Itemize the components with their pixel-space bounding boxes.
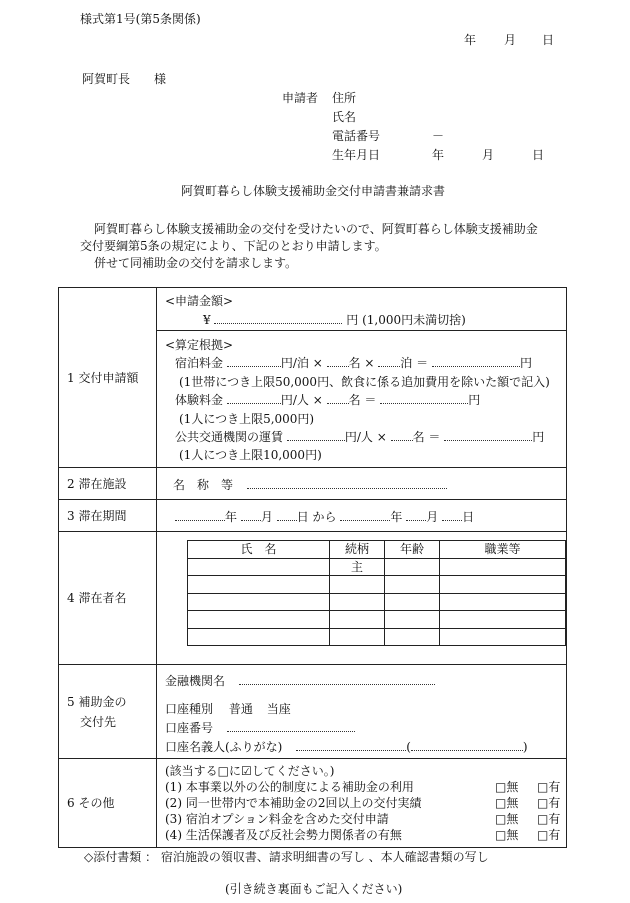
person-name-cell[interactable] xyxy=(188,628,330,646)
person-occupation-cell[interactable] xyxy=(440,558,566,576)
dob-year: 年 xyxy=(432,148,445,162)
experience-rate-input[interactable] xyxy=(227,391,281,404)
section-5-content xyxy=(157,665,567,759)
start-day-input[interactable] xyxy=(277,508,297,521)
account-holder-label: 口座名義人(ふりがな) xyxy=(165,740,283,754)
experience-per-person-unit: 円/人 × xyxy=(280,393,323,407)
section-4-label: 4 滞在者名 xyxy=(59,532,157,665)
item-3-yes-checkbox[interactable]: □有 xyxy=(537,812,561,826)
account-type-label: 口座種別 xyxy=(165,702,214,716)
transport-persons-input[interactable] xyxy=(391,428,413,441)
paren-open: ( xyxy=(406,740,411,754)
item-1-yes-checkbox[interactable]: □有 xyxy=(537,780,561,794)
yen-mark: ¥ xyxy=(203,313,211,327)
item-2-yes-checkbox[interactable]: □有 xyxy=(537,796,561,810)
account-number-label: 口座番号 xyxy=(165,721,214,735)
experience-persons-input[interactable] xyxy=(327,391,349,404)
account-number-line xyxy=(165,719,355,736)
account-holder-input[interactable] xyxy=(296,738,406,751)
section-2-label: 2 滞在施設 xyxy=(59,468,157,500)
transport-rate-input[interactable] xyxy=(287,428,345,441)
amount-suffix: 円 (1,000円未満切捨) xyxy=(346,313,466,327)
lodging-label: 宿泊料金 xyxy=(175,356,224,370)
item-4-no-checkbox[interactable]: □無 xyxy=(495,828,519,842)
lodging-persons-input[interactable] xyxy=(327,354,349,367)
header-occupation: 職業等 xyxy=(440,541,566,559)
person-age-cell[interactable] xyxy=(385,576,440,594)
intro-line-1: 阿賀町暮らし体験支援補助金の交付を受けたいので、阿賀町暮らし体験支援補助金 xyxy=(94,222,538,236)
experience-label: 体験料金 xyxy=(175,393,224,407)
section-4-row xyxy=(59,532,567,665)
persons-table xyxy=(187,540,566,646)
start-month-input[interactable] xyxy=(241,508,261,521)
addressee: 阿賀町長 様 xyxy=(82,72,167,86)
start-day-unit: 日 xyxy=(296,510,309,524)
attachments-note: ◇添付書類 ： 宿泊施設の領収書、請求明細書の写し 、本人確認書類の写し xyxy=(84,850,489,864)
start-year-input[interactable] xyxy=(175,508,225,521)
intro-line-3: 併せて同補助金の交付を請求します。 xyxy=(94,256,298,270)
application-form-table xyxy=(58,287,567,848)
other-item-2: (2) 同一世帯内で本補助金の2回以上の交付実績 xyxy=(165,796,422,810)
facility-label: 名 称 等 xyxy=(173,478,234,492)
dob-day: 日 xyxy=(532,148,545,162)
section-6-row xyxy=(59,759,567,848)
bank-label: 金融機関名 xyxy=(165,674,226,688)
person-relation-cell[interactable] xyxy=(330,593,385,611)
person-relation-cell[interactable] xyxy=(330,576,385,594)
header-name: 氏 名 xyxy=(188,541,330,559)
transport-label: 公共交通機関の運賃 xyxy=(175,430,284,444)
section-3-row xyxy=(59,500,567,532)
date-year-label: 年 xyxy=(464,33,477,47)
account-holder-line xyxy=(165,738,528,755)
footer-note: (引き続き裏面もご記入ください) xyxy=(225,882,403,896)
account-holder-kana-input[interactable] xyxy=(411,738,523,751)
amount-heading: <申請金額> xyxy=(165,294,234,308)
applicant-label: 申請者 xyxy=(282,91,319,105)
table-row xyxy=(188,576,566,594)
person-occupation-cell[interactable] xyxy=(440,611,566,629)
basis-heading: <算定根拠> xyxy=(165,338,234,352)
section-5-label-line-2: 交付先 xyxy=(80,714,117,729)
end-month-unit: 月 xyxy=(426,510,439,524)
item-4-yes-checkbox[interactable]: □有 xyxy=(537,828,561,842)
paren-close: ) xyxy=(522,740,528,754)
address-label: 住所 xyxy=(332,91,357,105)
end-month-input[interactable] xyxy=(406,508,426,521)
section-3-content xyxy=(157,500,567,532)
bank-line xyxy=(165,672,435,689)
lodging-total-input[interactable] xyxy=(432,354,520,367)
person-age-cell[interactable] xyxy=(385,611,440,629)
persons-header-row xyxy=(188,541,566,559)
person-age-cell[interactable] xyxy=(385,558,440,576)
transport-total-input[interactable] xyxy=(444,428,532,441)
per-night-unit: 円/泊 × xyxy=(280,356,323,370)
transport-line xyxy=(175,428,544,445)
table-row xyxy=(188,593,566,611)
start-year-unit: 年 xyxy=(225,510,238,524)
item-1-no-checkbox[interactable]: □無 xyxy=(495,780,519,794)
lodging-yen: 円 xyxy=(519,356,532,370)
person-occupation-cell[interactable] xyxy=(440,576,566,594)
start-month-unit: 月 xyxy=(260,510,273,524)
person-age-cell[interactable] xyxy=(385,593,440,611)
section-3-label: 3 滞在期間 xyxy=(59,500,157,532)
dob-month: 月 xyxy=(482,148,495,162)
name-label: 氏名 xyxy=(332,110,357,124)
lodging-line xyxy=(175,354,532,371)
table-row xyxy=(188,628,566,646)
facility-line xyxy=(173,476,447,493)
section-1-content xyxy=(157,288,567,468)
lodging-note: (1世帯につき上限50,000円、飲食に係る追加費用を除いた額で記入) xyxy=(179,375,550,389)
amount-input[interactable] xyxy=(214,311,342,324)
from-label: から xyxy=(312,510,337,524)
header-relation: 続柄 xyxy=(330,541,385,559)
experience-person-unit: 名 ＝ xyxy=(348,393,377,407)
phone-label: 電話番号 xyxy=(332,129,381,143)
experience-note: (1人につき上限5,000円) xyxy=(179,412,315,426)
header-age: 年齢 xyxy=(385,541,440,559)
section-5-label xyxy=(59,665,157,759)
item-3-no-checkbox[interactable]: □無 xyxy=(495,812,519,826)
dob-label: 生年月日 xyxy=(332,148,381,162)
person-relation-cell[interactable] xyxy=(330,628,385,646)
section-5-row xyxy=(59,665,567,759)
person-relation-cell[interactable] xyxy=(330,611,385,629)
end-day-input[interactable] xyxy=(442,508,462,521)
nights-unit: 泊 ＝ xyxy=(400,356,429,370)
person-name-cell[interactable] xyxy=(188,558,330,576)
intro-line-2: 交付要綱第5条の規定により、下記のとおり申請します。 xyxy=(80,239,387,253)
checkbox-instruction: (該当する□に☑してください。) xyxy=(165,764,335,778)
account-type-current[interactable]: 当座 xyxy=(266,702,291,716)
facility-input[interactable] xyxy=(247,476,447,489)
experience-yen: 円 xyxy=(468,393,481,407)
bank-input[interactable] xyxy=(239,672,435,685)
person-occupation-cell[interactable] xyxy=(440,593,566,611)
end-year-unit: 年 xyxy=(390,510,403,524)
period-line xyxy=(175,508,474,525)
end-day-unit: 日 xyxy=(462,510,475,524)
date-month-label: 月 xyxy=(504,33,517,47)
account-type-line xyxy=(165,700,291,717)
section-1-label: 1 交付申請額 xyxy=(59,288,157,468)
lodging-nights-input[interactable] xyxy=(378,354,400,367)
section-2-content xyxy=(157,468,567,500)
person-name-cell[interactable] xyxy=(188,611,330,629)
account-number-input[interactable] xyxy=(227,719,355,732)
transport-note: (1人につき上限10,000円) xyxy=(179,448,322,462)
other-item-3: (3) 宿泊オプション料金を含めた交付申請 xyxy=(165,812,389,826)
section-6-label: 6 その他 xyxy=(59,759,157,848)
person-occupation-cell[interactable] xyxy=(440,628,566,646)
section-6-content xyxy=(157,759,567,848)
experience-total-input[interactable] xyxy=(380,391,468,404)
person-age-cell[interactable] xyxy=(385,628,440,646)
person-name-cell[interactable] xyxy=(188,576,330,594)
item-2-no-checkbox[interactable]: □無 xyxy=(495,796,519,810)
table-row xyxy=(188,558,566,576)
amount-divider xyxy=(157,330,566,331)
end-year-input[interactable] xyxy=(340,508,390,521)
form-number: 様式第1号(第5条関係) xyxy=(80,12,201,26)
section-2-row xyxy=(59,468,567,500)
page-title: 阿賀町暮らし体験支援補助金交付申請書兼請求書 xyxy=(181,184,446,198)
amount-line xyxy=(203,311,466,328)
lodging-rate-input[interactable] xyxy=(227,354,281,367)
person-relation-cell[interactable]: 主 xyxy=(330,558,385,576)
date-day-label: 日 xyxy=(542,33,555,47)
section-1-row xyxy=(59,288,567,468)
phone-separator: － xyxy=(432,129,445,143)
section-5-label-line-1: 5 補助金の xyxy=(67,694,127,709)
transport-per-person-unit: 円/人 × xyxy=(344,430,387,444)
transport-person-unit: 名 ＝ xyxy=(412,430,441,444)
account-type-ordinary[interactable]: 普通 xyxy=(228,702,253,716)
experience-line xyxy=(175,391,480,408)
other-item-1: (1) 本事業以外の公的制度による補助金の利用 xyxy=(165,780,414,794)
person-name-cell[interactable] xyxy=(188,593,330,611)
transport-yen: 円 xyxy=(532,430,545,444)
table-row xyxy=(188,611,566,629)
other-item-4: (4) 生活保護者及び反社会勢力関係者の有無 xyxy=(165,828,402,842)
section-4-content xyxy=(157,532,567,665)
lodging-person-unit: 名 × xyxy=(348,356,375,370)
